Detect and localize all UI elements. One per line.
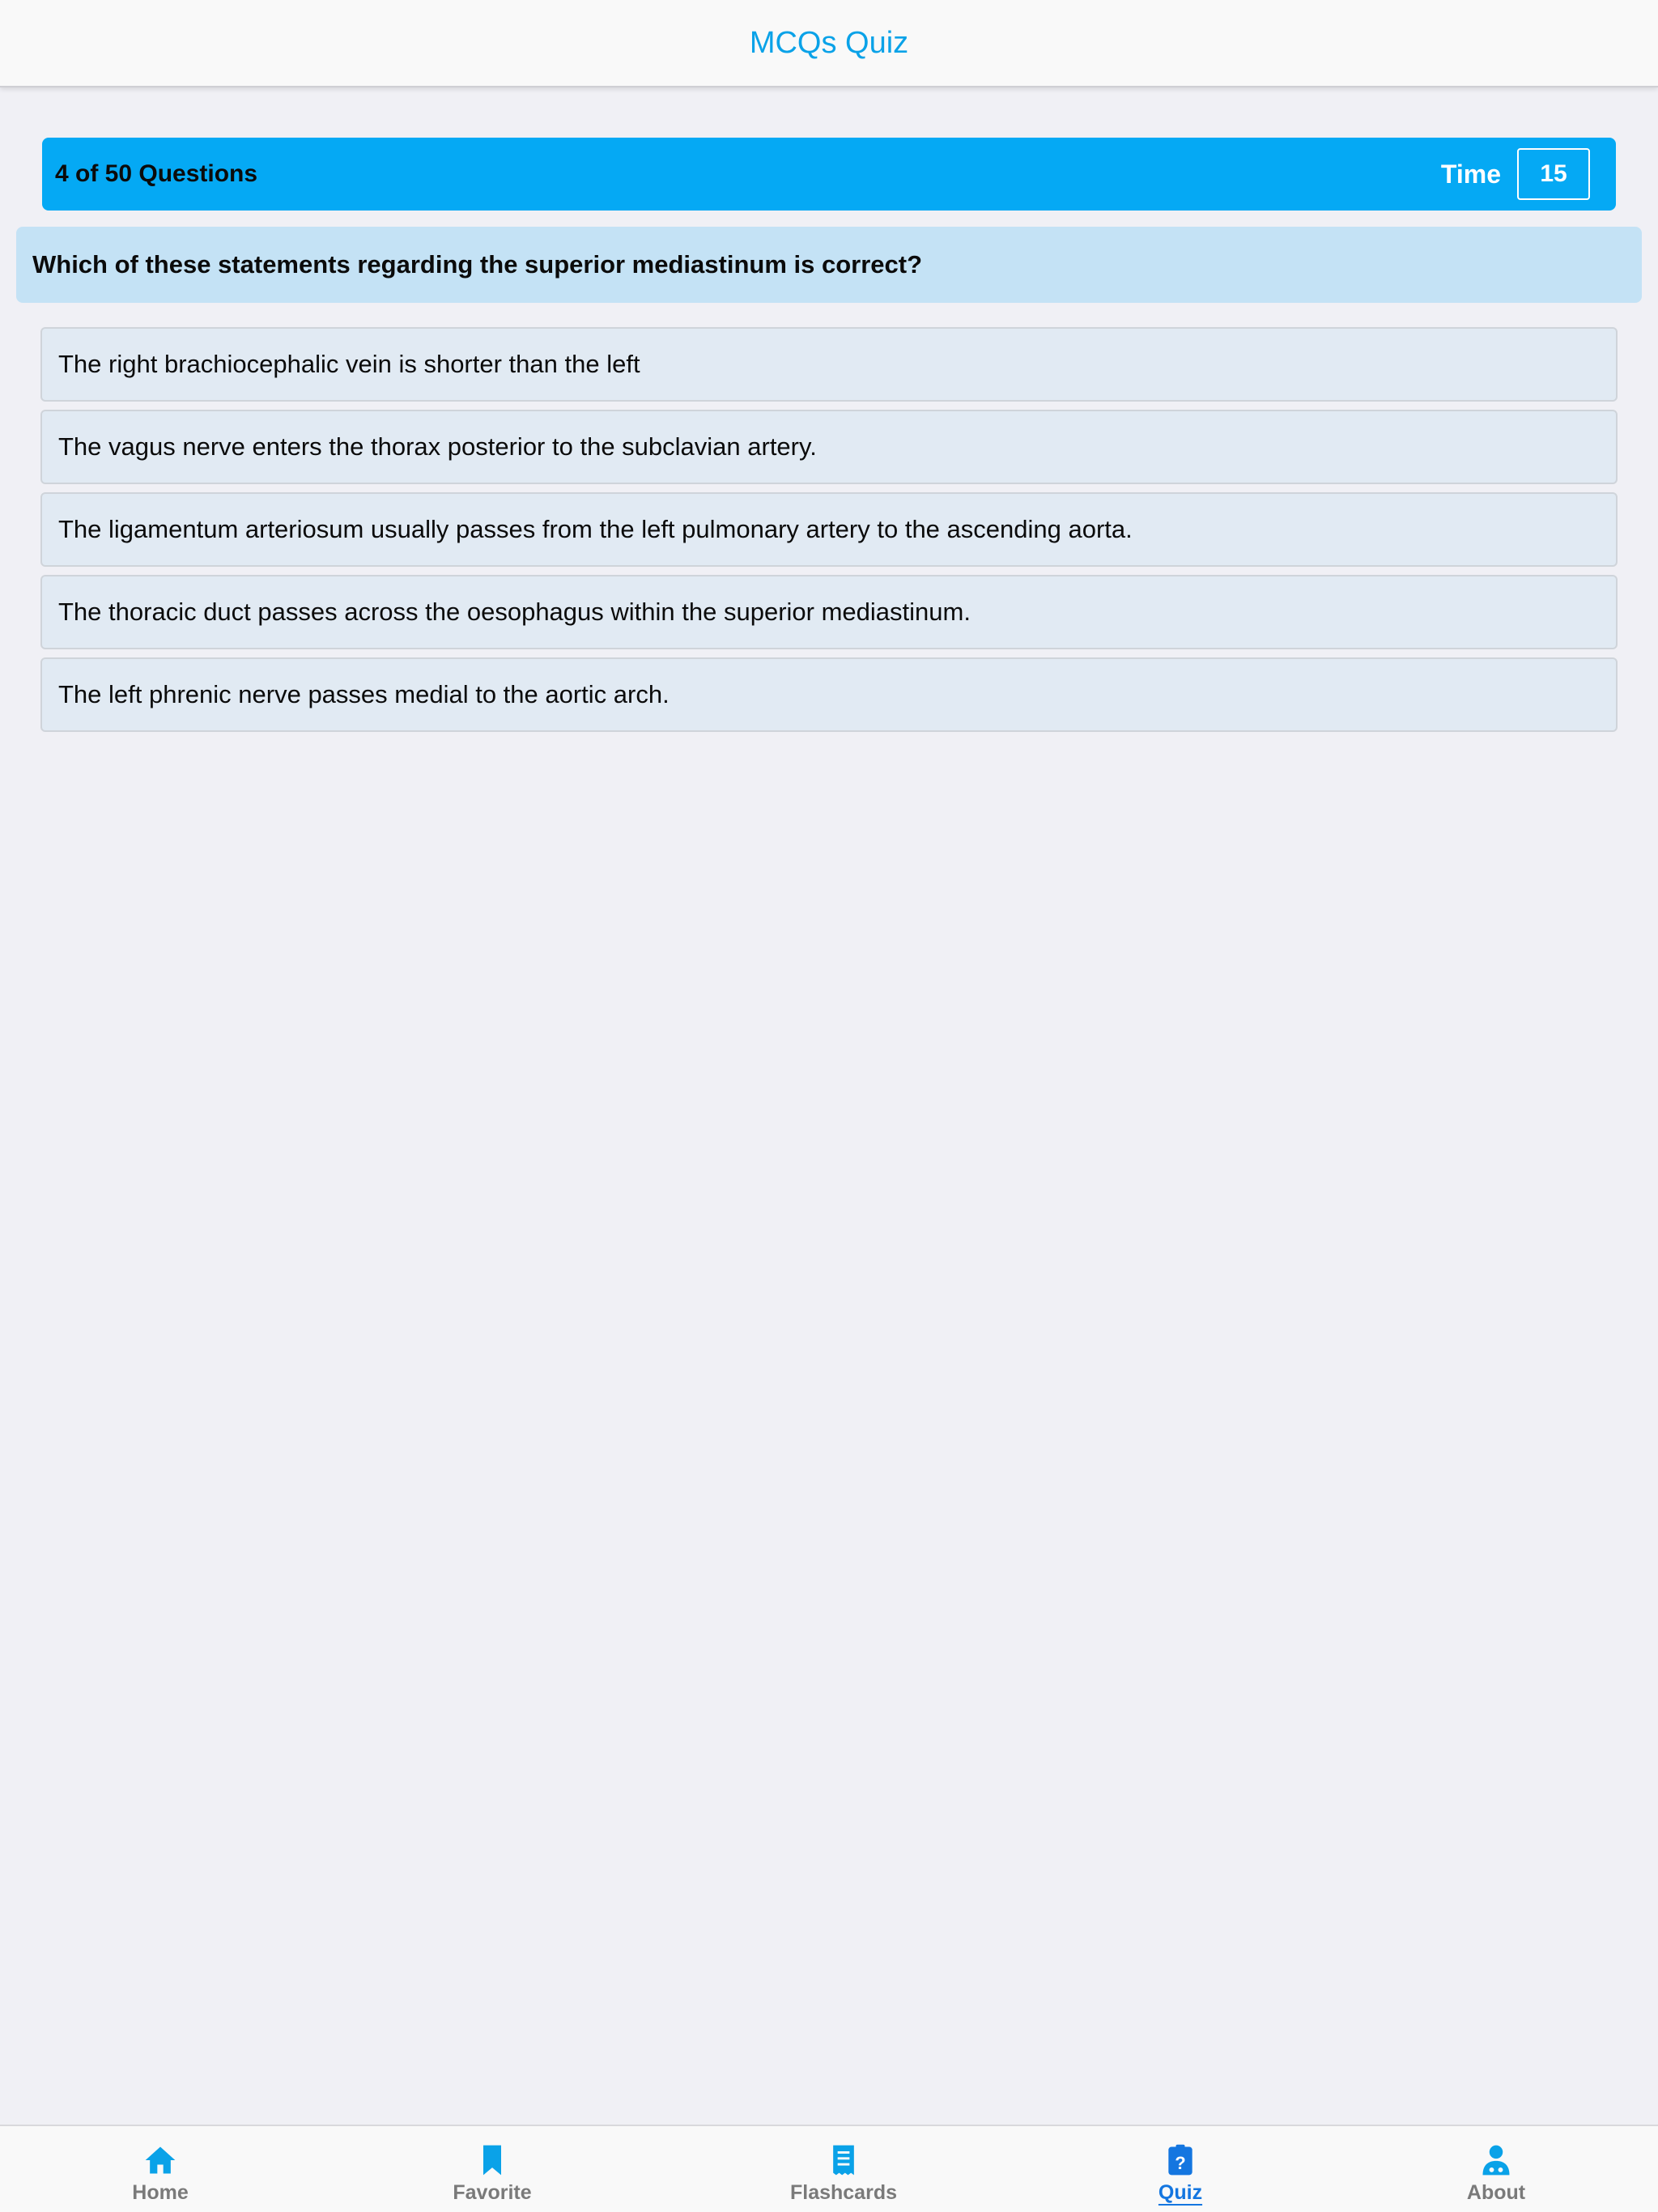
svg-text:?: ? (1175, 2153, 1186, 2173)
tab-about[interactable] (1415, 2126, 1577, 2212)
tab-label: Quiz (1158, 2181, 1203, 2204)
question-text: Which of these statements regarding the superior mediastinum is correct? (32, 250, 923, 279)
quiz-icon (1163, 2142, 1198, 2178)
page-title: MCQs Quiz (749, 25, 909, 60)
answer-option-4[interactable] (40, 575, 1618, 649)
answer-option-1[interactable] (40, 327, 1618, 402)
answer-option-label: The left phrenic nerve passes medial to the aortic arch. (58, 680, 670, 708)
timer-value: 15 (1517, 148, 1590, 200)
tab-favorite[interactable] (411, 2126, 573, 2212)
tab-label: About (1466, 2181, 1526, 2204)
tab-label: Flashcards (789, 2181, 897, 2204)
bottom-tab-bar (0, 2125, 1658, 2212)
answer-option-3[interactable] (40, 492, 1618, 567)
question-counter: 4 of 50 Questions (55, 160, 258, 187)
tab-quiz[interactable] (1099, 2126, 1261, 2212)
tab-label: Favorite (453, 2181, 532, 2204)
tab-flashcards[interactable] (763, 2126, 925, 2212)
bookmark-icon (474, 2142, 510, 2178)
answer-option-5[interactable] (40, 657, 1618, 732)
question-card (16, 227, 1642, 303)
tab-home[interactable] (79, 2126, 241, 2212)
about-icon (1478, 2142, 1514, 2178)
top-app-bar (0, 0, 1658, 87)
timer-label: Time (1440, 159, 1501, 189)
answer-option-label: The ligamentum arteriosum usually passes from the left pulmonary artery to the ascending aorta. (58, 515, 1133, 543)
answer-option-label: The thoracic duct passes across the oesophagus within the superior mediastinum. (58, 598, 971, 626)
tab-label: Home (132, 2181, 189, 2204)
timer (1441, 148, 1590, 200)
answer-option-label: The vagus nerve enters the thorax posterior to the subclavian artery. (58, 432, 817, 461)
flashcards-icon (826, 2142, 861, 2178)
answer-option-label: The right brachiocephalic vein is shorter than the left (58, 350, 640, 378)
home-icon (142, 2142, 178, 2178)
answer-option-2[interactable] (40, 410, 1618, 484)
answer-options (40, 327, 1618, 740)
quiz-progress-bar (42, 138, 1616, 211)
